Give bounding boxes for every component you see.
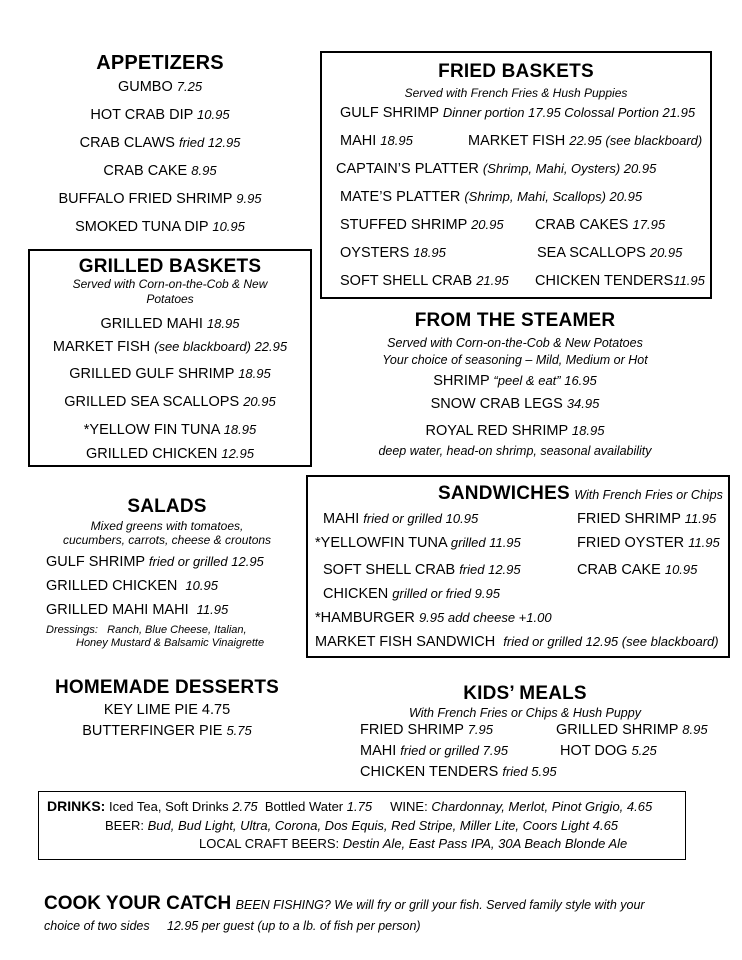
kids-title: KIDS’ MEALS xyxy=(463,683,587,704)
menu-item: CRAB CLAWS fried 12.95 xyxy=(79,135,241,151)
salads-subtitle: cucumbers, carrots, cheese & croutons xyxy=(62,533,272,547)
steamer-subtitle: Served with Corn-on-the-Cob & New Potatoes xyxy=(387,336,643,350)
menu-item: GULF SHRIMP fried or grilled 12.95 xyxy=(46,554,264,570)
menu-item: BUFFALO FRIED SHRIMP 9.95 xyxy=(58,191,262,207)
menu-item: CHICKEN grilled or fried 9.95 xyxy=(323,586,500,602)
menu-item: FRIED OYSTER 11.95 xyxy=(577,535,720,551)
menu-item: STUFFED SHRIMP 20.95 xyxy=(340,217,504,233)
steamer-title: FROM THE STEAMER xyxy=(414,310,616,331)
menu-item: CRAB CAKES 17.95 xyxy=(535,217,666,233)
menu-item: MAHI fried or grilled 10.95 xyxy=(323,511,479,527)
menu-item: GUMBO 7.25 xyxy=(117,79,203,95)
menu-item: SMOKED TUNA DIP 10.95 xyxy=(75,219,245,235)
fried-baskets-box xyxy=(320,51,712,299)
sandwiches-header xyxy=(438,483,723,505)
menu-item: GRILLED CHICKEN 10.95 xyxy=(46,578,218,594)
grilled-baskets-subtitle: Served with Corn-on-the-Cob & New xyxy=(72,277,268,291)
dressings-line: Honey Mustard & Balsamic Vinaigrette xyxy=(76,637,265,649)
sandwiches-subtitle: With French Fries or Chips xyxy=(574,488,723,502)
menu-item: GRILLED SEA SCALLOPS 20.95 xyxy=(64,394,276,410)
menu-item: *HAMBURGER 9.95 add cheese +1.00 xyxy=(315,610,552,626)
menu-item: MATE’S PLATTER (Shrimp, Mahi, Scallops) 20.95 xyxy=(340,189,643,205)
menu-item: ROYAL RED SHRIMP 18.95 xyxy=(425,423,605,439)
menu-item: CRAB CAKE 8.95 xyxy=(103,163,217,179)
menu-item: HOT DOG 5.25 xyxy=(560,743,657,759)
salads-title: SALADS xyxy=(127,496,207,517)
beer-line: BEER: Bud, Bud Light, Ultra, Corona, Dos Equis, Red Stripe, Miller Lite, Coors Light 4.65 xyxy=(105,818,619,833)
menu-item: GRILLED GULF SHRIMP 18.95 xyxy=(69,366,271,382)
menu-item: *YELLOWFIN TUNA grilled 11.95 xyxy=(315,535,521,551)
menu-item: GRILLED CHICKEN 12.95 xyxy=(86,446,254,462)
menu-item: GULF SHRIMP Dinner portion 17.95 Colossal Portion 21.95 xyxy=(340,105,696,121)
menu-item: *YELLOW FIN TUNA 18.95 xyxy=(83,422,257,438)
cook-title: COOK YOUR CATCH xyxy=(44,893,232,914)
menu-item: HOT CRAB DIP 10.95 xyxy=(90,107,230,123)
fried-baskets-title: FRIED BASKETS xyxy=(438,61,594,82)
grilled-baskets-subtitle: Potatoes xyxy=(146,292,194,306)
menu-item: MARKET FISH (see blackboard) 22.95 xyxy=(52,339,288,355)
cook-line-2: choice of two sides 12.95 per guest (up to a lb. of fish per person) xyxy=(44,919,421,933)
desserts-title: HOMEMADE DESSERTS xyxy=(54,677,280,698)
menu-item: CHICKEN TENDERS11.95 xyxy=(535,273,705,289)
menu-item: FRIED SHRIMP 7.95 xyxy=(360,722,494,738)
steamer-note: deep water, head-on shrimp, seasonal availability xyxy=(378,444,652,458)
menu-item: GRILLED MAHI MAHI 11.95 xyxy=(46,602,229,618)
grilled-baskets-title: GRILLED BASKETS xyxy=(78,256,262,277)
menu-item: KEY LIME PIE 4.75 xyxy=(103,702,231,718)
menu-item: SHRIMP “peel & eat” 16.95 xyxy=(433,373,597,389)
menu-item: MAHI fried or grilled 7.95 xyxy=(360,743,508,759)
menu-item: SOFT SHELL CRAB 21.95 xyxy=(340,273,509,289)
dressings-line: Dressings: Ranch, Blue Cheese, Italian, xyxy=(46,624,247,636)
menu-item: BUTTERFINGER PIE 5.75 xyxy=(82,723,252,739)
menu-item: SEA SCALLOPS 20.95 xyxy=(537,245,683,261)
menu-item: SOFT SHELL CRAB fried 12.95 xyxy=(323,562,521,578)
menu-item: CAPTAIN’S PLATTER (Shrimp, Mahi, Oysters) 20.95 xyxy=(336,161,657,177)
menu-item: MARKET FISH 22.95 (see blackboard) xyxy=(468,133,703,149)
salads-subtitle: Mixed greens with tomatoes, xyxy=(90,519,244,533)
menu-item: SNOW CRAB LEGS 34.95 xyxy=(430,396,600,412)
menu-item: MARKET FISH SANDWICH fried or grilled 12.95 (see blackboard) xyxy=(315,634,719,650)
menu-item: GRILLED SHRIMP 8.95 xyxy=(556,722,708,738)
menu-item: FRIED SHRIMP 11.95 xyxy=(577,511,717,527)
steamer-subtitle: Your choice of seasoning – Mild, Medium or Hot xyxy=(382,353,648,367)
appetizers-title: APPETIZERS xyxy=(96,52,224,74)
menu-item: GRILLED MAHI 18.95 xyxy=(100,316,240,332)
menu-item: MAHI 18.95 xyxy=(340,133,413,149)
grilled-baskets-box xyxy=(28,249,312,467)
drinks-line: DRINKS: Iced Tea, Soft Drinks 2.75 Bottled Water 1.75 WINE: Chardonnay, Merlot, Pinot Grigio, 4.65 xyxy=(47,798,653,814)
kids-subtitle: With French Fries or Chips & Hush Puppy xyxy=(409,706,641,720)
menu-item: CRAB CAKE 10.95 xyxy=(577,562,698,578)
drinks-box xyxy=(38,791,686,860)
cook-text: BEEN FISHING? We will fry or grill your fish. Served family style with your xyxy=(235,898,645,912)
craft-beer-line: LOCAL CRAFT BEERS: Destin Ale, East Pass IPA, 30A Beach Blonde Ale xyxy=(199,836,628,851)
sandwiches-box xyxy=(306,475,730,658)
cook-line-1 xyxy=(44,893,645,915)
sandwiches-title: SANDWICHES xyxy=(438,483,570,504)
menu-item: OYSTERS 18.95 xyxy=(340,245,446,261)
fried-baskets-subtitle: Served with French Fries & Hush Puppies xyxy=(404,86,628,100)
menu-item: CHICKEN TENDERS fried 5.95 xyxy=(360,764,557,780)
